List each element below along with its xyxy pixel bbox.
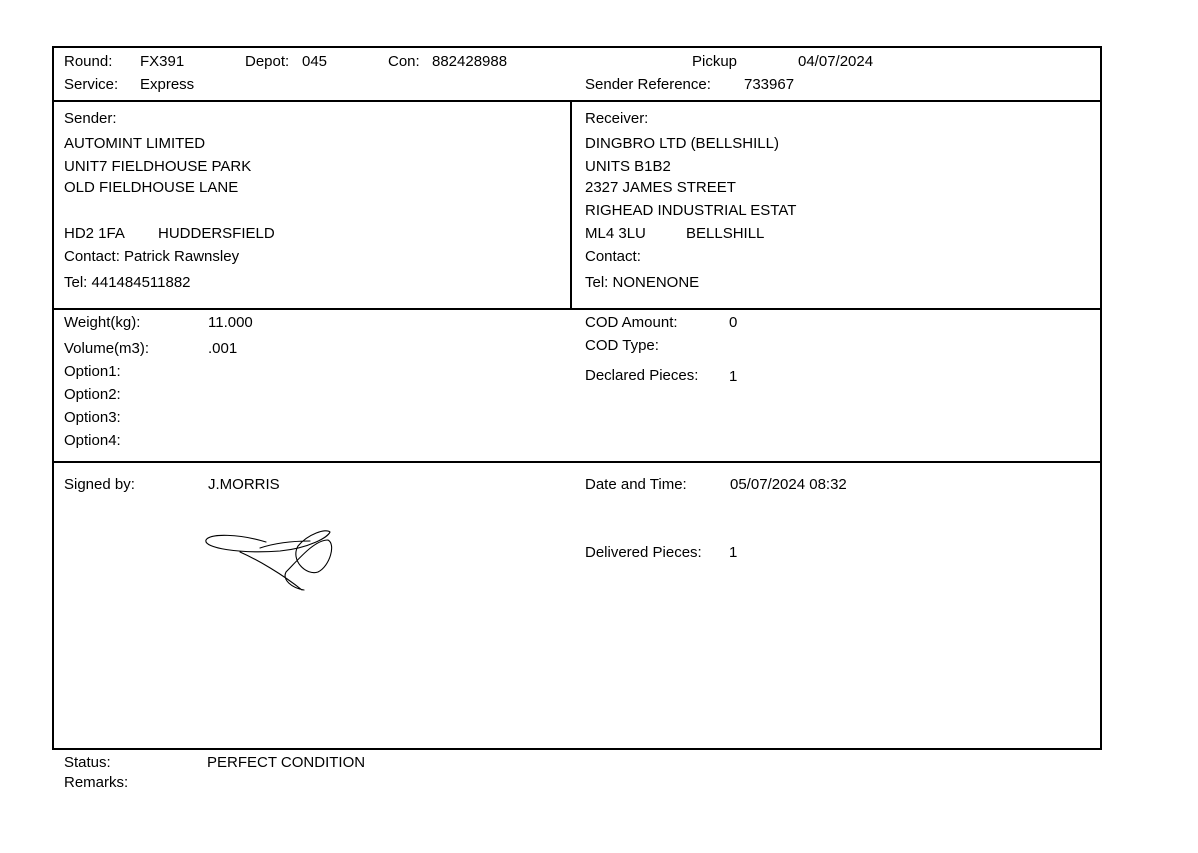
receiver-postcode: ML4 3LU: [585, 225, 646, 242]
delivered-pieces-value: 1: [729, 544, 738, 561]
pickup-date: 04/07/2024: [798, 53, 874, 70]
receiver-tel: Tel: NONENONE: [585, 274, 700, 291]
sender-name: AUTOMINT LIMITED: [64, 135, 206, 152]
delivered-pieces-label: Delivered Pieces:: [585, 544, 702, 561]
sender-reference-label: Sender Reference:: [585, 76, 711, 93]
date-time-label: Date and Time:: [585, 476, 687, 493]
weight-label: Weight(kg):: [64, 314, 141, 331]
sender-reference-value: 733967: [744, 76, 795, 93]
signature-image: [200, 528, 345, 596]
sender-city: HUDDERSFIELD: [158, 225, 275, 242]
depot-label: Depot:: [245, 53, 290, 70]
sender-address-line2: OLD FIELDHOUSE LANE: [64, 179, 239, 196]
receiver-contact: Contact:: [585, 248, 641, 265]
signed-by-value: J.MORRIS: [208, 476, 280, 493]
con-label: Con:: [388, 53, 420, 70]
option1-label: Option1:: [64, 363, 121, 380]
service-value: Express: [140, 76, 195, 93]
receiver-address-line3: RIGHEAD INDUSTRIAL ESTAT: [585, 202, 797, 219]
sender-receiver-divider: [570, 100, 572, 309]
weight-value: 11.000: [208, 314, 253, 331]
receiver-address-line2: 2327 JAMES STREET: [585, 179, 736, 196]
declared-pieces-label: Declared Pieces:: [585, 367, 699, 384]
con-value: 882428988: [432, 53, 508, 70]
header-divider: [52, 100, 1102, 102]
date-time-value: 05/07/2024 08:32: [730, 476, 847, 493]
sender-label: Sender:: [64, 110, 117, 127]
status-value: PERFECT CONDITION: [207, 754, 366, 771]
sender-address-line1: UNIT7 FIELDHOUSE PARK: [64, 158, 252, 175]
sender-tel: Tel: 441484511882: [64, 274, 191, 291]
receiver-label: Receiver:: [585, 110, 649, 127]
details-divider: [52, 461, 1102, 463]
remarks-label: Remarks:: [64, 774, 129, 791]
cod-amount-value: 0: [729, 314, 738, 331]
service-label: Service:: [64, 76, 119, 93]
depot-value: 045: [302, 53, 328, 70]
consignment-form-frame: [52, 46, 1102, 750]
option4-label: Option4:: [64, 432, 121, 449]
volume-value: .001: [208, 340, 238, 357]
round-value: FX391: [140, 53, 185, 70]
sender-postcode: HD2 1FA: [64, 225, 125, 242]
address-divider: [52, 308, 1102, 310]
cod-amount-label: COD Amount:: [585, 314, 678, 331]
option3-label: Option3:: [64, 409, 121, 426]
declared-pieces-value: 1: [729, 368, 738, 385]
pickup-label: Pickup: [692, 53, 738, 70]
receiver-address-line1: UNITS B1B2: [585, 158, 671, 175]
round-label: Round:: [64, 53, 113, 70]
option2-label: Option2:: [64, 386, 121, 403]
status-label: Status:: [64, 754, 111, 771]
cod-type-label: COD Type:: [585, 337, 659, 354]
volume-label: Volume(m3):: [64, 340, 150, 357]
receiver-name: DINGBRO LTD (BELLSHILL): [585, 135, 779, 152]
signed-by-label: Signed by:: [64, 476, 135, 493]
sender-contact: Contact: Patrick Rawnsley: [64, 248, 240, 265]
receiver-city: BELLSHILL: [686, 225, 765, 242]
